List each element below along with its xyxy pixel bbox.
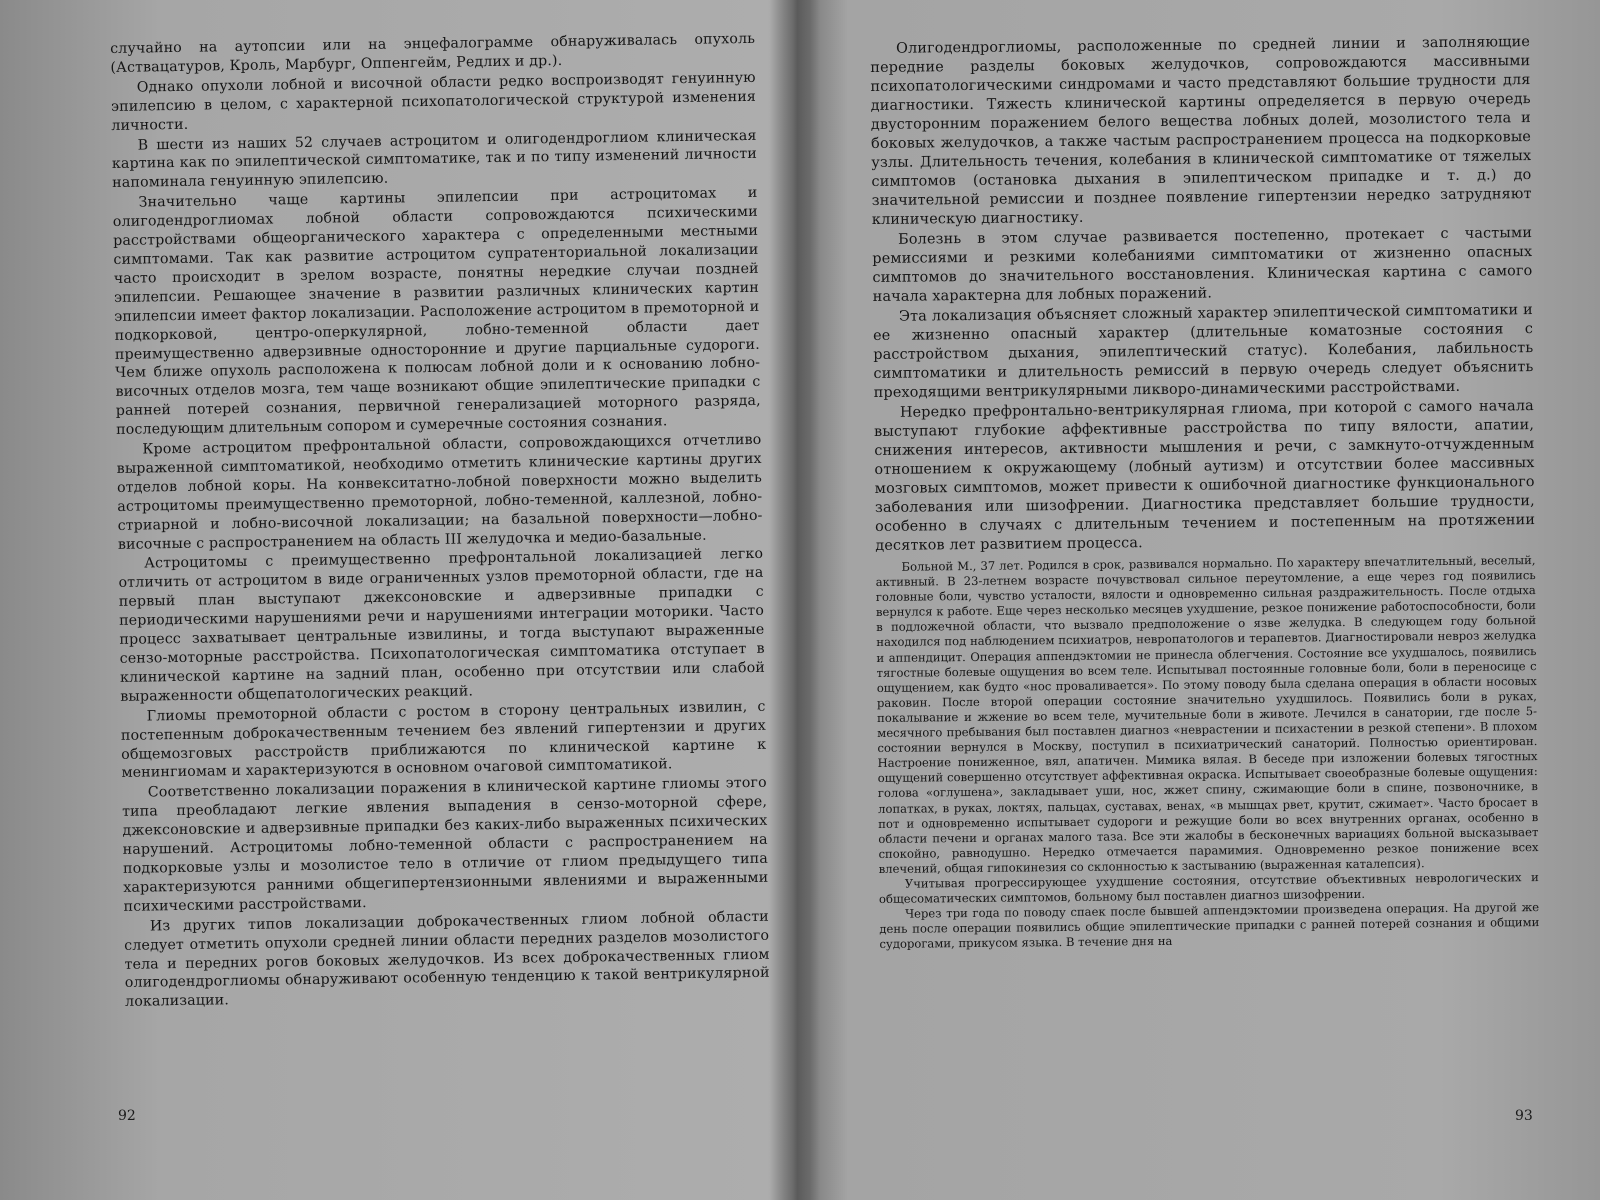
page-number-left: 92 — [118, 1108, 136, 1124]
book-spine — [770, 0, 820, 1200]
paragraph: Эта локализация объясняет сложный характер эпилептической симптоматики и ее жизненно опасный характер (длительные коматозные состояния с расстройством дыхания, эпилептический статус). Колебания, лабильность симптоматики и длительность ремиссий в первую очередь следует объяснить преходящими вентрикулярными ликворо-динамическими расстройствами. — [873, 302, 1534, 401]
case-paragraph: Учитывая прогрессирующее ухудшение состояния, отсутствие объективных неврологических и общесоматических симптомов, больному был поставлен диагноз шизофрении. — [878, 870, 1539, 907]
paragraph: Из других типов локализации доброкачественных глиом лобной области следует отметить опухоли средней линии области передних разделов мозолистого тела и передних рогов боковых желудочков. Из всех доброкачественных глиом олигодендроглиомы обнаруживают особенную тенденцию к такой вентрикулярной локализации. — [124, 908, 770, 1011]
paragraph: Олигодендроглиомы, расположенные по средней линии и заполняющие передние разделы боковых желудочков, сопровождаются массивными психопатологическими синдромами и часто представляют большие трудности для диагностики. Тяжесть клинической картины определяется в первую очередь двусторонним поражением белого вещества лобных долей, мозолистого тела и боковых желудочков, а также частым распространением процесса на подкорковые узлы. Длительность течения, колебания в клинической симптоматике от тяжелых симптомов (остановка дыхания в эпилептическом припадке и т. д.) до значительной ремиссии и позднее появление гипертензии нередко затрудняют клиническую диагностику. — [870, 34, 1532, 228]
paragraph: Кроме астроцитом префронтальной области, сопровождающихся отчетливо выраженной симптоматикой, необходимо отметить клинические картины других отделов лобной коры. На конвекситатно-лобной поверхности можно выделить астроцитомы преимущественно премоторной, лобно-теменной, каллезной, лобно-стриарной и лобно-височной локализации; на базальной поверхности—лобно-височные с распространением на область III желудочка и медио-базальные. — [116, 431, 763, 553]
paragraph: Болезнь в этом случае развивается постепенно, протекает с частыми ремиссиями и резкими колебаниями симптоматики от жизненно опасных симптомов до значительного восстановления. Клиническая картина с самого начала характерна для лобных поражений. — [872, 225, 1533, 305]
paragraph: Значительно чаще картины эпилепсии при астроцитомах и олигодендроглиомах лобной области сопровождаются психическими расстройствами общеорганического характера с определенными местными симптомами. Так как развитие астроцитом супратенториальной локализации часто происходит в зрелом возрасте, понятны нередкие случаи поздней эпилепсии. Решающее значение в развитии различных клинических картин эпилепсии имеет фактор локализации. Расположение астроцитом в премоторной и подкорковой, центро-оперкулярной, лобно-теменной области дает преимущественно адверзивные односторонние и другие парциальные судороги. Чем ближе опухоль расположена к полюсам лобной доли и к основанию лобно-височных отделов мозга, тем чаще возникают общие эпилептические припадки с ранней потерей сознания, первичной генерализацией моторного разряда, последующим длительным сопором и сумеречные состояния сознания. — [112, 185, 761, 439]
paragraph: В шести из наших 52 случаев астроцитом и олигодендроглиом клиническая картина как по эпилептической симптоматике, так и по типу изменений личности напоминала генуинную эпилепсию. — [111, 127, 758, 192]
paragraph: Соответственно локализации поражения в клинической картине глиомы этого типа преобладают легкие явления выпадения в сензо-моторной сфере, джексоновские и адверзивные припадки без каких-либо выраженных психических нарушений. Астроцитомы лобно-теменной области с распространением на подкорковые узлы и мозолистое тело в отличие от глиом предыдущего типа характеризуются ранними общегипертензионными явлениями и выраженными психическими расстройствами. — [122, 775, 769, 915]
case-paragraph: Больной М., 37 лет. Родился в срок, развивался нормально. По характеру впечатлительный, веселый, активный. В 23-летнем возрасте почувствовал сильное переутомление, а еще через год появились головные боли, чувство усталости, вялости и одновременно сильная раздражительность. После отдыха вернулся к работе. Еще через несколько месяцев ухудшение, резкое понижение работоспособности, боли в подложечной области, что вызвало предположение о язве желудка. В следующем году больной находился под наблюдением психиатров, невропатологов и терапевтов. Диагностировали невроз желудка и аппендицит. Операция аппендэктомии не принесла облегчения. Состояние все ухудшалось, появились тягостные болевые ощущения во всем теле. Испытывал постоянные головные боли, боли в переносице с ощущением, как будто «нос проваливается». По этому поводу была сделана операция в области носовых раковин. После второй операции состояние значительно ухудшилось. Появились боли в руках, покалывание и жжение во всем теле, мучительные боли в животе. Лечился в санатории, где после 5-месячного пребывания был поставлен диагноз «неврастении и психастении в резкой степени». В плохом состоянии вернулся в Москву, поступил в психиатрический санаторий. Полностью ориентирован. Настроение пониженное, вял, апатичен. Мимика вялая. В беседе при изложении болевых тягостных ощущений совершенно отсутствует аффективная окраска. Испытывает своеобразные болевые ощущения: голова «оглушена», закладывает уши, нос, жжет спину, сжимающие боли в спине, позвоночнике, в лопатках, в руках, локтях, пальцах, суставах, венах, «в мышцах рвет, крутит, сжимает». Часто бросает в пот и одновременно испытывает судороги и режущие боли во всех внутренних органах, особенно в области печени и органах малого таза. Все эти жалобы в бесконечных вариациях больной высказывает спокойно, равнодушно. Нередко отмечается парамимия. Одновременно резкое понижение всех влечений, общая гипокинезия со склонностью к застыванию (выраженная каталепсия). — [875, 553, 1539, 876]
left-page — [110, 30, 770, 1012]
case-paragraph: Через три года по поводу спаек после бывшей аппендэктомии произведена операция. На другой же день после операции появились общие эпилептические припадки с ранней потерей сознания и общими судорогами, прикусом языка. В течение дня на — [879, 900, 1540, 952]
paragraph: Нередко префронтально-вентрикулярная глиома, при которой с самого начала выступают глубокие аффективные расстройства по типу вялости, апатии, снижения интересов, активности мышления и речи, с замкнуто-отчужденным отношением к окружающему (лобный аутизм) и отсутствии более массивных мозговых симптомов, может привести к ошибочной диагностике функционального заболевания или шизофрении. Диагностика представляет большие трудности, особенно в случаях с длительным течением и постепенным на протяжении десятков лет развитием процесса. — [874, 398, 1536, 554]
paragraph: случайно на аутопсии или на энцефалограмме обнаруживалась опухоль (Аствацатуров, Кроль, Марбург, Оппенгейм, Редлих и др.). — [110, 30, 756, 76]
page-number-right: 93 — [1515, 1108, 1533, 1124]
paragraph: Однако опухоли лобной и височной области редко воспроизводят генуинную эпилепсию в целом, с характерной психопатологической структурой изменения личности. — [110, 69, 757, 134]
right-page — [870, 33, 1540, 952]
paragraph: Глиомы премоторной области с ростом в сторону центральных извилин, с постепенным доброкачественным течением без явлений гипертензии и других общемозговых расстройств приближаются по клинической картине к менингиомам и характеризуются в основном очаговой симптоматикой. — [120, 698, 767, 782]
paragraph: Астроцитомы с преимущественно префронтальной локализацией легко отличить от астроцитом в виде ограниченных узлов премоторной области, где на первый план выступают джексоновские и адверзивные припадки с периодическими нарушениями речи и нарушениями интеграции моторики. Часто процесс захватывает центральные извилины, и тогда выступают выраженные сензо-моторные расстройства. Психопатологическая симптоматика отступает в клинической картине на задний план, особенно при отсутствии или слабой выраженности общепатологических реакций. — [118, 546, 766, 705]
